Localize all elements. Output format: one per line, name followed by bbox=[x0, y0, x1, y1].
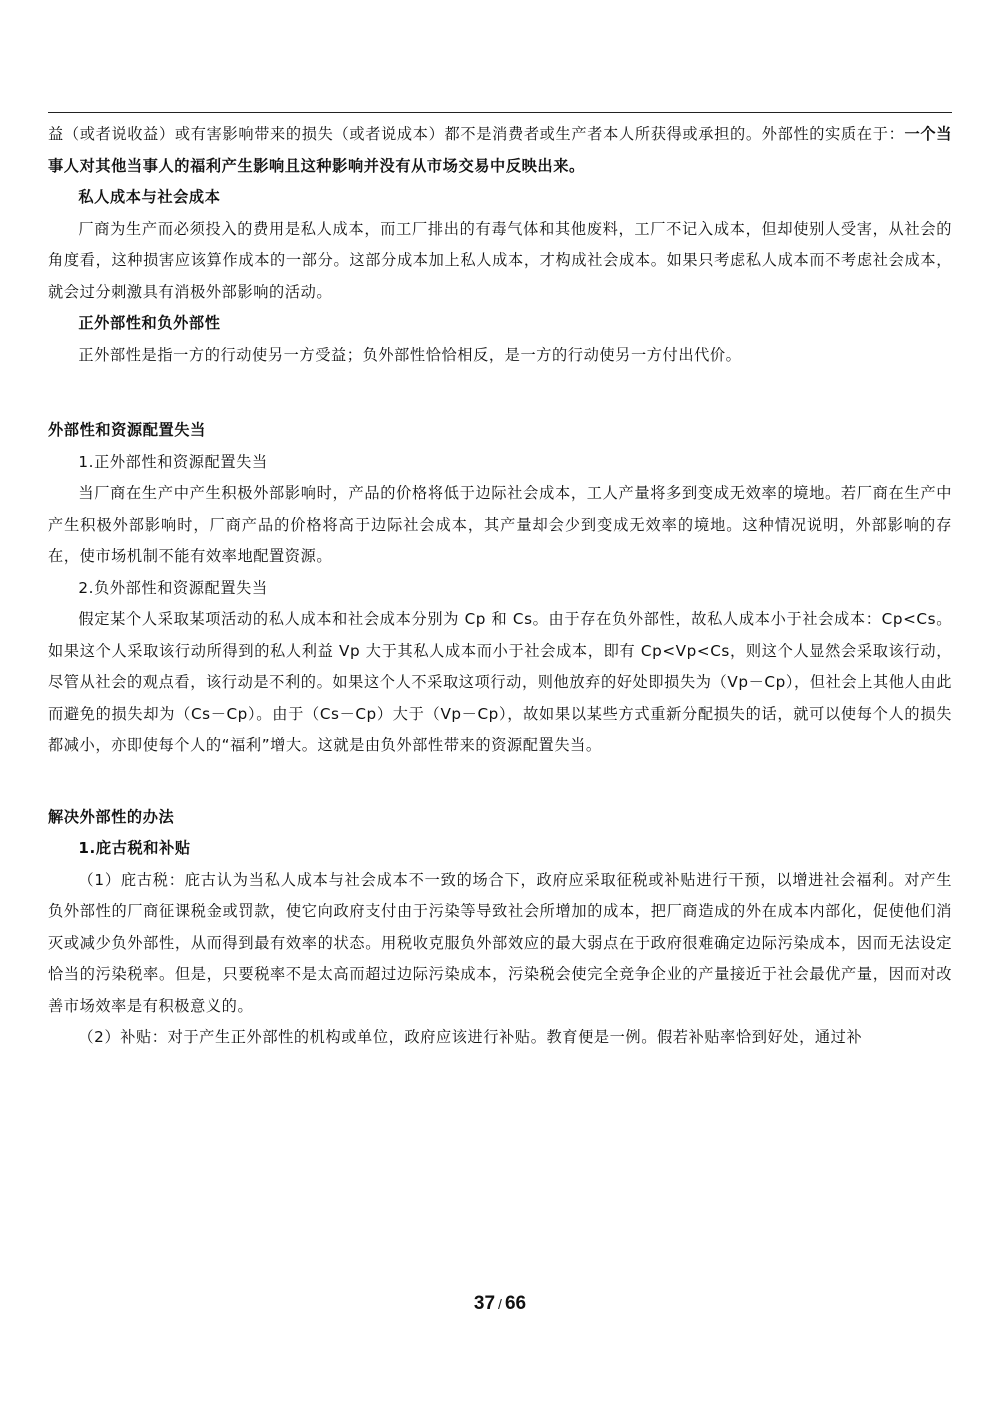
paragraph-pigou-tax: （1）庇古税：庇古认为当私人成本与社会成本不一致的场合下，政府应采取征税或补贴进行干预，以增进社会福利。对产生负外部性的厂商征课税金或罚款，使它向政府支付由于污染等导致社会所增加的成本，把厂商造成的外在成本内部化，促使他们消灭或减少负外部性，从而得到最有效率的状态。用税收克服负外部效应的最大弱点在于政府很难确定边际污染成本，因而无法设定恰当的污染税率。但是，只要税率不是太高而超过边际污染成本，污染税会使完全竞争企业的产量接近于社会最优产量，因而对改善市场效率是有积极意义的。 bbox=[48, 870, 952, 1015]
heading-externality-misallocation: 外部性和资源配置失当 bbox=[48, 421, 206, 439]
current-page-number: 37 bbox=[473, 1293, 496, 1314]
document-body bbox=[48, 119, 952, 1054]
header-rule bbox=[48, 112, 952, 113]
subheading-negative-misallocation: 2.负外部性和资源配置失当 bbox=[78, 578, 268, 597]
paragraph-positive-misallocation: 当厂商在生产中产生积极外部影响时，产品的价格将低于边际社会成本，工人产量将多到变成无效率的境地。若厂商在生产中产生积极外部影响时，厂商产品的价格将高于边际社会成本，其产量却会少到变成无效率的境地。这种情况说明，外部影响的存在，使市场机制不能有效率地配置资源。 bbox=[48, 484, 952, 565]
intro-text: 益（或者说收益）或有害影响带来的损失（或者说成本）都不是消费者或生产者本人所获得或承担的。外部性的实质在于： bbox=[48, 125, 905, 143]
heading-private-social-cost: 私人成本与社会成本 bbox=[78, 188, 221, 206]
intro-paragraph bbox=[48, 119, 952, 182]
paragraph-private-social-cost: 厂商为生产而必须投入的费用是私人成本，而工厂排出的有毒气体和其他废料，工厂不记入成本，但却使别人受害，从社会的角度看，这种损害应该算作成本的一部分。这部分成本加上私人成本，才构成社会成本。如果只考虑私人成本而不考虑社会成本，就会过分刺激具有消极外部影响的活动。 bbox=[48, 219, 952, 301]
paragraph-subsidy: （2）补贴：对于产生正外部性的机构或单位，政府应该进行补贴。教育便是一例。假若补贴率恰到好处，通过补 bbox=[78, 1028, 863, 1046]
heading-positive-negative-externality: 正外部性和负外部性 bbox=[78, 314, 221, 332]
total-page-count: 66 bbox=[504, 1293, 527, 1314]
paragraph-negative-misallocation: 假定某个人采取某项活动的私人成本和社会成本分别为 Cp 和 Cs。由于存在负外部性，故私人成本小于社会成本：Cp<Cs。如果这个人采取该行动所得到的私人利益 Vp 大于其私人成本而小于社会成本，即有 Cp<Vp<Cs，则这个人显然会采取该行动，尽管从社会的观点看，该行动是不利的。如果这个人不采取这项行动，则他放弃的好处即损失为（Vp－Cp），但社会上其他人由此而避免的损失却为（Cs－Cp）。由于（Cs－Cp）大于（Vp－Cp），故如果以某些方式重新分配损失的话，就可以使每个人的损失都减小，亦即使每个人的“福利”增大。这就是由负外部性带来的资源配置失当。 bbox=[48, 610, 952, 754]
paragraph-positive-negative-externality: 正外部性是指一方的行动使另一方受益；负外部性恰恰相反，是一方的行动使另一方付出代价。 bbox=[78, 345, 742, 364]
page-separator: / bbox=[498, 1296, 502, 1312]
intro-bold-text: 一个当事人对其他当事人的福利产生影响且这种影响并没有从市场交易中反映出来。 bbox=[48, 125, 952, 175]
subheading-pigou-tax-subsidy: 1.庇古税和补贴 bbox=[78, 839, 191, 857]
section-spacer bbox=[48, 762, 952, 802]
heading-solutions: 解决外部性的办法 bbox=[48, 807, 175, 826]
page-number bbox=[0, 1293, 1000, 1315]
section-spacer bbox=[48, 371, 952, 415]
subheading-positive-misallocation: 1.正外部性和资源配置失当 bbox=[78, 452, 268, 471]
